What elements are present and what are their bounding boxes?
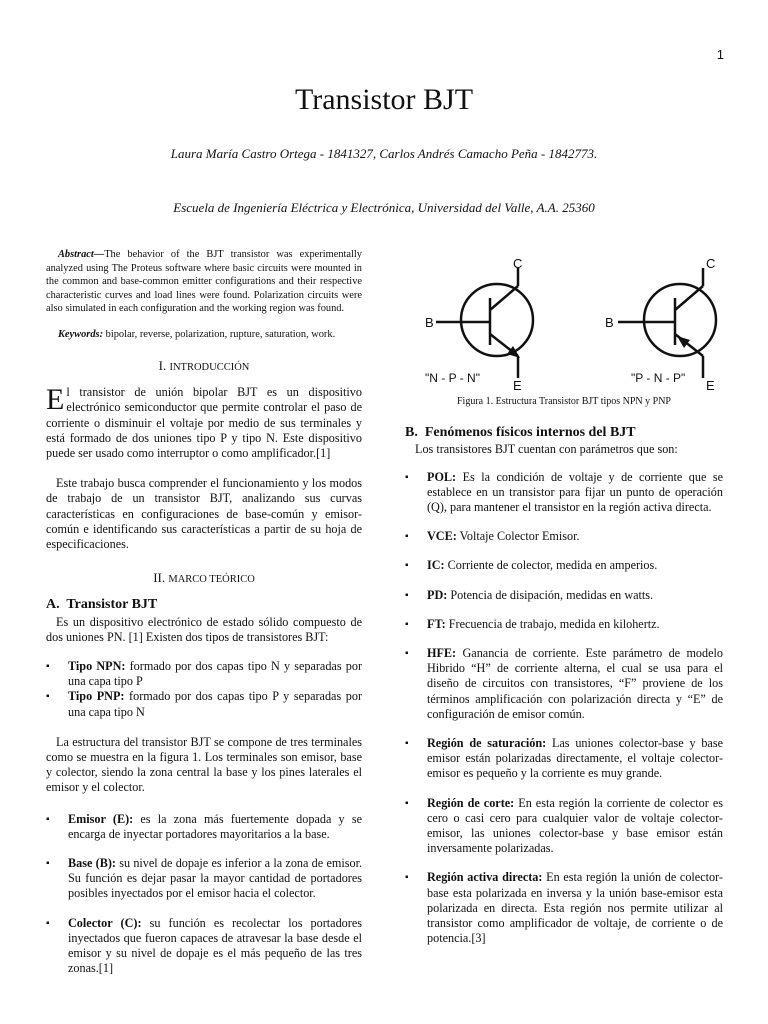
list-item-text: Voltaje Colector Emisor. bbox=[456, 529, 580, 544]
list-item-term: IC: bbox=[427, 558, 445, 573]
list-item-term: Región de saturación: bbox=[427, 736, 547, 751]
list-item-text: En esta región la unión de colector-base esta polarizada en inversa y la unión base-emisor esta polarizada en directa. Esta región nos permite utilizar al transistor como amplificador de voltaje, de corriente o de potencia.[3] bbox=[427, 870, 723, 946]
section-number: II. bbox=[153, 570, 166, 586]
list-item bbox=[405, 870, 723, 946]
subsection-title: Transistor BJT bbox=[66, 597, 158, 613]
list-item-text: Frecuencia de trabajo, medida en kilohertz. bbox=[445, 616, 660, 631]
list-item bbox=[405, 646, 723, 722]
list-item bbox=[405, 796, 723, 857]
keywords-text: bipolar, reverse, polarization, rupture, saturation, work. bbox=[103, 328, 336, 340]
list-item-term: FT: bbox=[427, 616, 446, 631]
parameters-intro: Los transistores BJT cuentan con parámetros que son: bbox=[415, 442, 678, 457]
npn-base-label: B bbox=[425, 315, 434, 330]
terminals-list bbox=[46, 812, 362, 977]
list-item-term: Emisor (E): bbox=[68, 811, 134, 826]
list-item-text: formado por dos capas tipo P y separadas por una capa tipo N bbox=[68, 689, 362, 719]
drop-cap: E bbox=[46, 383, 65, 417]
pnp-type-label: "P - N - P" bbox=[631, 371, 686, 385]
npn-type-label: "N - P - N" bbox=[425, 371, 480, 385]
npn-collector-label: C bbox=[513, 256, 523, 271]
transistor-diagram bbox=[405, 250, 723, 390]
subsection-label: B. bbox=[405, 425, 418, 441]
keywords-label: Keywords: bbox=[58, 328, 104, 340]
list-item bbox=[46, 812, 362, 842]
list-item-term: POL: bbox=[427, 469, 457, 484]
list-item bbox=[405, 617, 723, 632]
list-item bbox=[405, 558, 723, 573]
list-item-text: Las uniones colector-base y base emisor están polarizadas directamente, el voltaje colector-emisor es pequeño y la corriente es muy grande. bbox=[427, 736, 723, 781]
list-item-text: Potencia de disipación, medidas en watts. bbox=[447, 587, 654, 602]
list-item bbox=[405, 588, 723, 603]
list-item-term: Colector (C): bbox=[68, 915, 142, 930]
intro-paragraph-1 bbox=[46, 385, 362, 461]
figure-caption: Figura 1. Estructura Transistor BJT tipos NPN y PNP bbox=[456, 396, 671, 407]
list-item-term: PD: bbox=[427, 587, 448, 602]
section-heading-marco-teorico bbox=[46, 570, 362, 587]
subsection-heading-a bbox=[46, 597, 362, 612]
list-item-text: En esta región la corriente de colector es cero o casi cero para cualquier valor de voltaje colector-emisor, las uniones colector-base y base emisor están inversamente polarizadas. bbox=[427, 795, 723, 856]
pnp-collector-label: C bbox=[706, 256, 716, 271]
paper-title: Transistor BJT bbox=[294, 83, 474, 116]
list-item-text: su función es recolectar los portadores inyectados que fueron capaces de atravesar la base desde el emisor y su nivel de dopaje es el más pequeño de las tres zonas.[1] bbox=[68, 915, 362, 976]
list-item bbox=[46, 916, 362, 977]
pnp-emitter-label: E bbox=[706, 378, 715, 390]
abstract-text: The behavior of the BJT transistor was experimentally analyzed using The Proteus software where basic circuits were mounted in the common and base-common emitter configurations and their respective characteristic curves and load lines were found. Polarization circuits were also simulated in each configuration and the working region was found. bbox=[46, 249, 362, 315]
subsection-label: A. bbox=[46, 597, 60, 613]
list-item-text: Corriente de colector, medida en amperios. bbox=[444, 558, 658, 573]
transistor-bjt-paragraph: Es un dispositivo electrónico de estado sólido compuesto de dos uniones PN. [1] Existen dos tipos de transistores BJT: bbox=[46, 614, 362, 644]
section-title: INTRODUCCIÓN bbox=[169, 361, 250, 373]
list-item-text: es la zona más fuertemente dopada y se encarga de inyectar portadores mayoritarios a la base. bbox=[68, 811, 362, 841]
left-column bbox=[46, 248, 362, 990]
affiliation: Escuela de Ingeniería Eléctrica y Electrónica, Universidad del Valle, A.A. 25360 bbox=[173, 200, 595, 215]
list-item bbox=[46, 659, 362, 689]
section-number: I. bbox=[158, 357, 167, 373]
bjt-types-list bbox=[46, 659, 362, 720]
figure-1 bbox=[405, 250, 723, 390]
npn-transistor-symbol bbox=[436, 268, 533, 378]
section-title: MARCO TEÓRICO bbox=[168, 574, 255, 586]
list-item-text: Es la condición de voltaje y de corriente que se establece en un transistor para fijar un punto de operación (Q), para mantener el transistor en la región activa directa. bbox=[427, 469, 723, 515]
list-item-text: su nivel de dopaje es inferior a la zona de emisor. Su función es dejar pasar la mayor cantidad de portadores posibles inyectados por el emisor hacia el colector. bbox=[68, 856, 362, 901]
abstract bbox=[46, 248, 362, 316]
list-item-term: HFE: bbox=[427, 646, 457, 661]
list-item-term: VCE: bbox=[427, 529, 457, 544]
intro-paragraph-2: Este trabajo busca comprender el funcionamiento y los modos de trabajo de un transistor BJT, analizando sus curvas características en configuraciones de base-común y emisor-común e identificando sus características a partir de su hoja de especificaciones. bbox=[46, 476, 362, 551]
page-number: 1 bbox=[716, 47, 724, 62]
list-item bbox=[46, 689, 362, 719]
intro-paragraph-1-text: l transistor de unión bipolar BJT es un dispositivo electrónico semiconductor que permite controlar el paso de corriente o disminuir el voltaje por medio de sus terminales y está formado de dos uniones tipo P y tipo N. Este dispositivo puede ser usado como interruptor o como amplificador.[1] bbox=[46, 385, 362, 460]
pnp-transistor-symbol bbox=[618, 268, 716, 378]
list-item bbox=[405, 736, 723, 782]
list-item-term: Base (B): bbox=[68, 856, 116, 871]
list-item bbox=[405, 470, 723, 516]
list-item-term: Tipo PNP: bbox=[68, 689, 125, 704]
list-item-text: formado por dos capas tipo N y separadas por una capa tipo P bbox=[68, 659, 362, 689]
list-item-term: Región activa directa: bbox=[427, 870, 543, 885]
list-item-term: Región de corte: bbox=[427, 795, 515, 810]
right-column bbox=[405, 250, 723, 960]
pnp-base-label: B bbox=[605, 315, 614, 330]
npn-emitter-label: E bbox=[513, 378, 522, 390]
abstract-label: Abstract— bbox=[58, 249, 105, 260]
subsection-title: Fenómenos físicos internos del BJT bbox=[424, 425, 636, 441]
list-item bbox=[46, 856, 362, 902]
subsection-heading-b bbox=[405, 425, 723, 440]
list-item-text: Ganancia de corriente. Este parámetro de modelo Hibrido “H” de corriente alterna, el cual se usa para el diseño de circuitos con transistores, “F” proviene de los términos amplificación con polarización directa y “E” de configuración de emisor común. bbox=[427, 646, 723, 721]
authors: Laura María Castro Ortega - 1841327, Carlos Andrés Camacho Peña - 1842773. bbox=[170, 146, 598, 161]
list-item bbox=[405, 529, 723, 544]
list-item-term: Tipo NPN: bbox=[68, 659, 126, 674]
parameters-list bbox=[405, 470, 723, 947]
section-heading-introduccion bbox=[46, 358, 362, 375]
structure-paragraph: La estructura del transistor BJT se compone de tres terminales como se muestra en la figura 1. Los terminales son emisor, base y colector, siendo la zona central la base y los pines laterales el emisor y el colector. bbox=[46, 734, 362, 795]
keywords bbox=[46, 328, 362, 341]
pnp-emitter-arrow bbox=[677, 336, 690, 348]
